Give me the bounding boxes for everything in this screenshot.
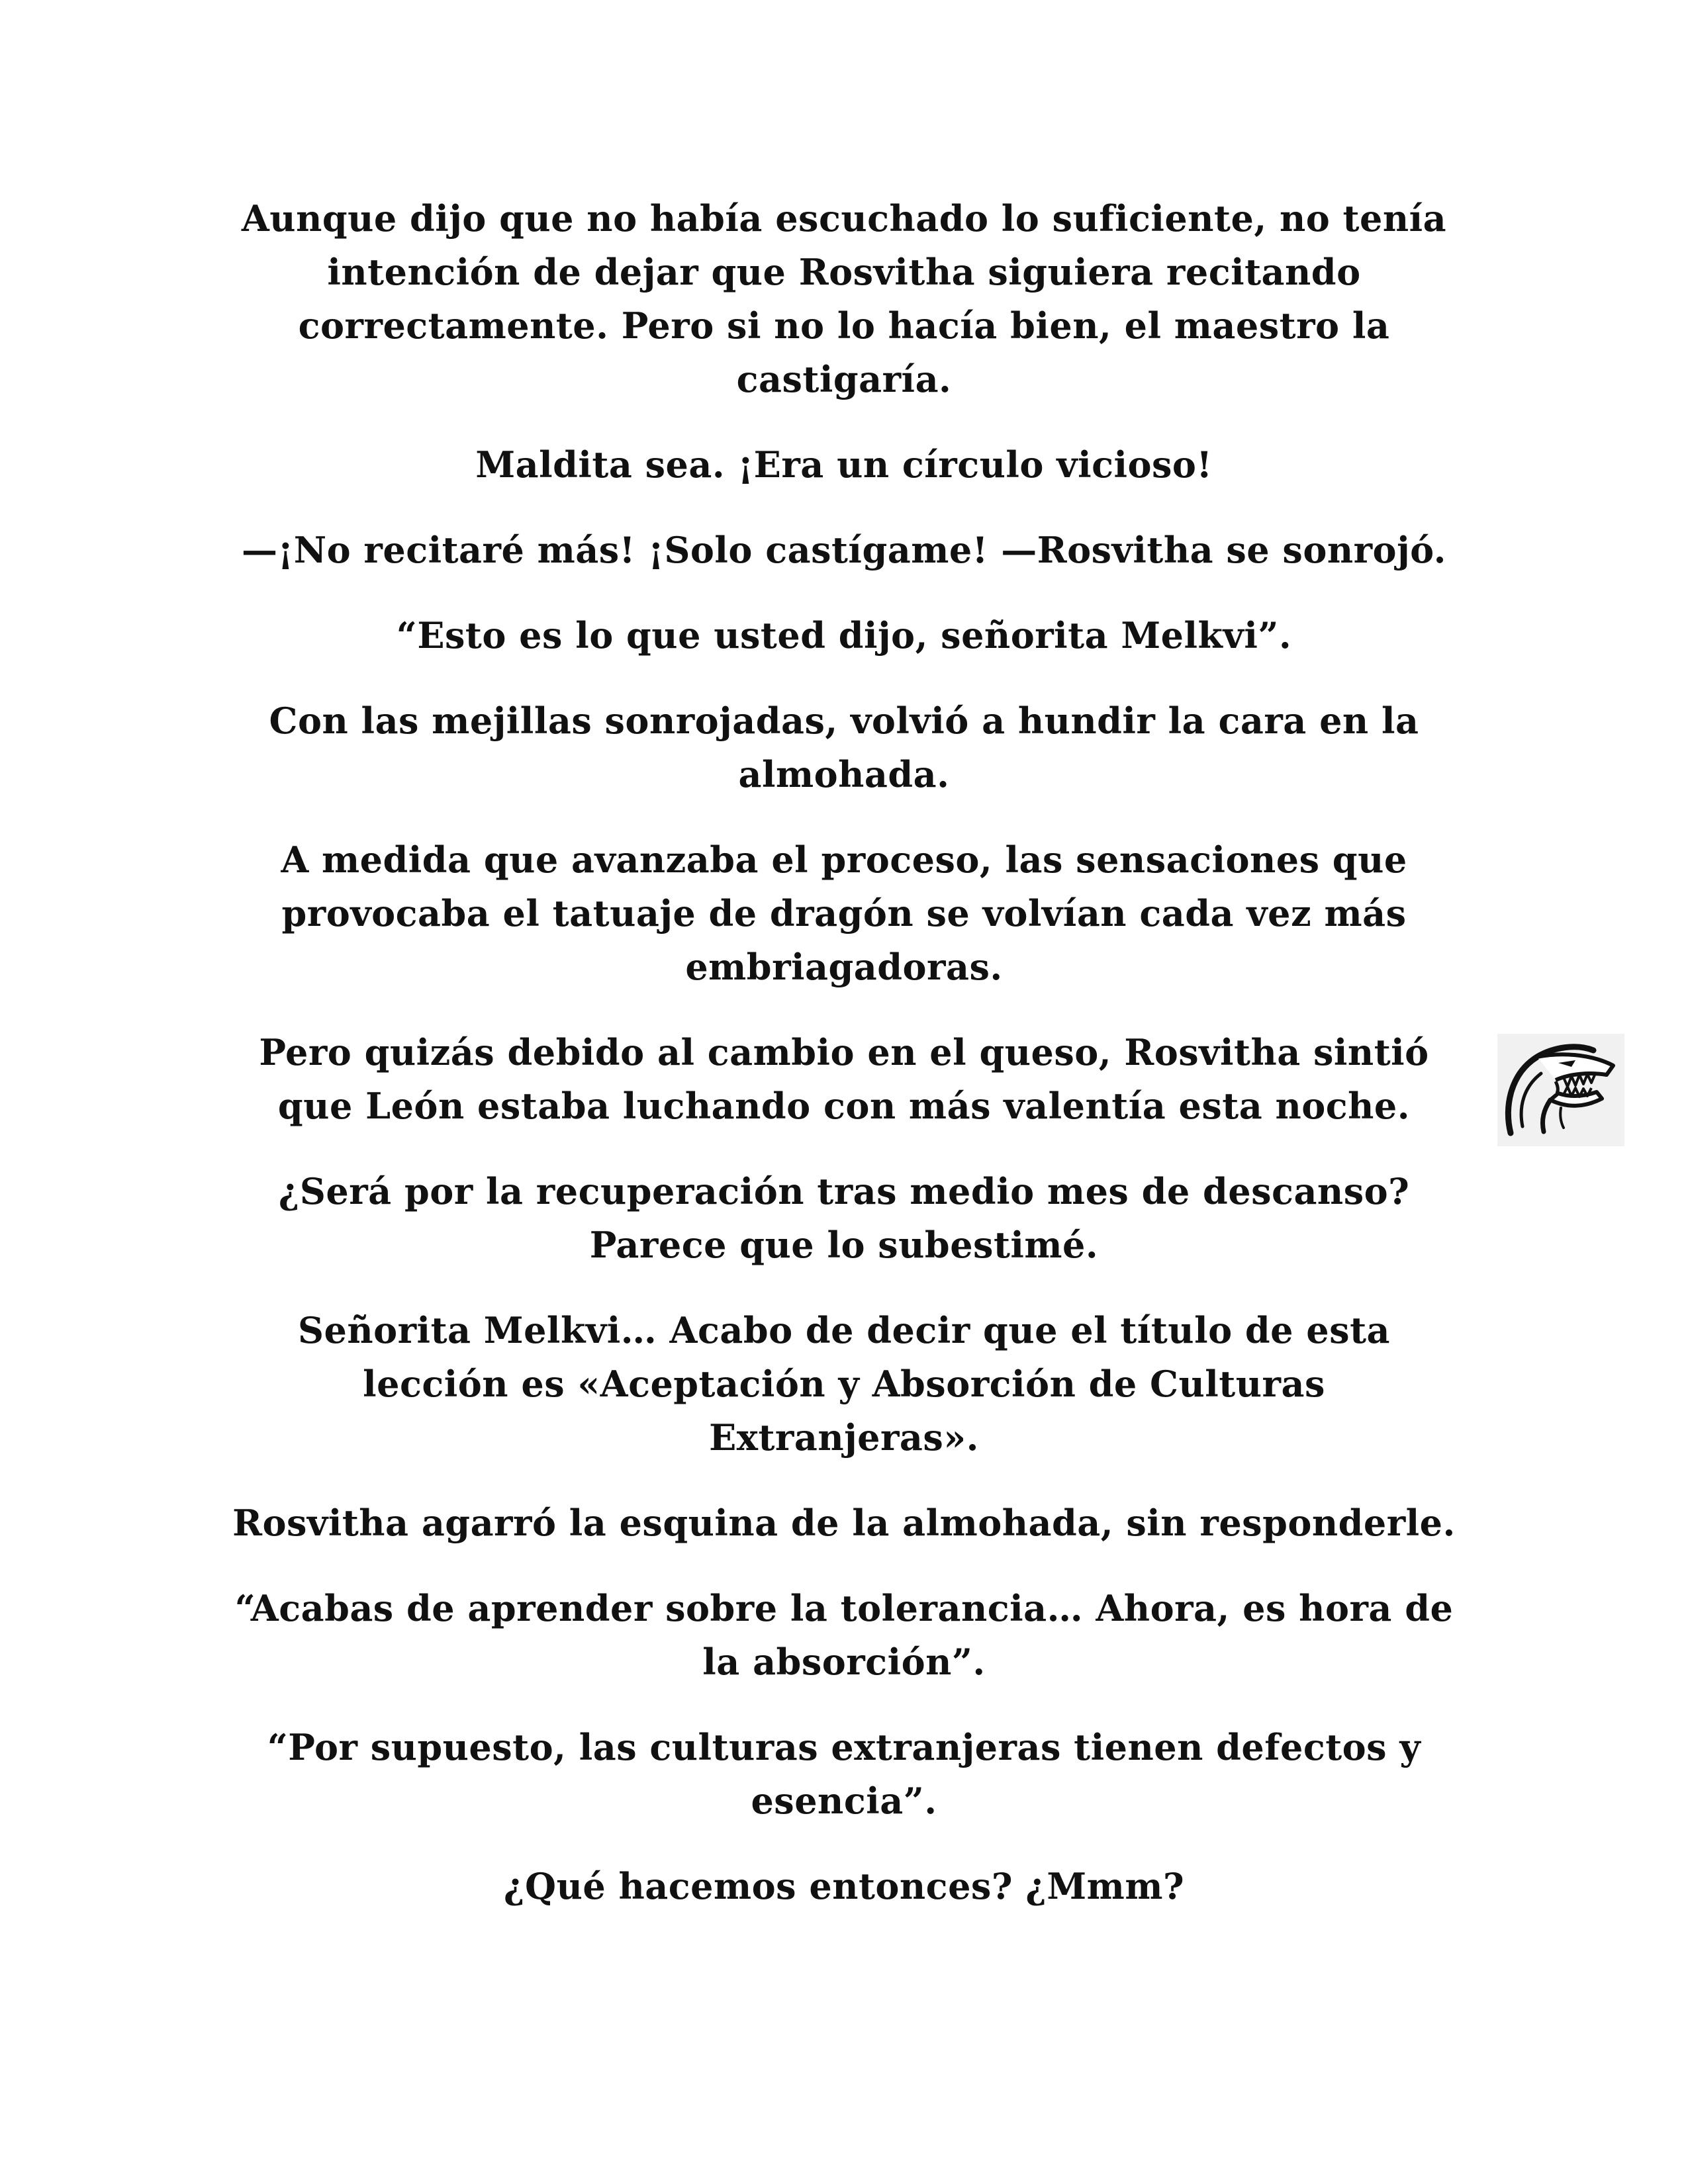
paragraph: Pero quizás debido al cambio en el queso, Rosvitha sintió que León estaba luchando con más valentía esta noche.	[259, 1031, 1429, 1127]
paragraph: Maldita sea. ¡Era un círculo vicioso!	[475, 443, 1213, 486]
paragraph: ¿Será por la recuperación tras medio mes de descanso? Parece que lo subestimé.	[278, 1170, 1410, 1266]
paragraph: “Acabas de aprender sobre la tolerancia… Ahora, es hora de la absorción”.	[234, 1587, 1454, 1683]
paragraph: Señorita Melkvi… Acabo de decir que el título de esta lección es «Aceptación y Absorción de Culturas Extranjeras».	[297, 1309, 1391, 1459]
dinosaur-head-icon	[1497, 1034, 1624, 1146]
paragraph: —¡No recitaré más! ¡Solo castígame! —Rosvitha se sonrojó.	[242, 529, 1446, 571]
paragraph: “Esto es lo que usted dijo, señorita Melkvi”.	[396, 614, 1292, 657]
dinosaur-emblem	[1497, 1034, 1624, 1146]
story-text	[225, 192, 1463, 1945]
paragraph: Con las mejillas sonrojadas, volvió a hundir la cara en la almohada.	[269, 700, 1419, 796]
paragraph: A medida que avanzaba el proceso, las sensaciones que provocaba el tatuaje de dragón se volvían cada vez más embriagadoras.	[281, 839, 1407, 988]
paragraph: ¿Qué hacemos entonces? ¿Mmm?	[503, 1865, 1185, 1907]
paragraph: Rosvitha agarró la esquina de la almohada, sin responderle.	[232, 1502, 1456, 1544]
paragraph: Aunque dijo que no había escuchado lo suficiente, no tenía intención de dejar que Rosvitha siguiera recitando correctamente. Pero si no lo hacía bien, el maestro la castigaría.	[241, 197, 1447, 400]
paragraph: “Por supuesto, las culturas extranjeras tienen defectos y esencia”.	[267, 1726, 1421, 1822]
